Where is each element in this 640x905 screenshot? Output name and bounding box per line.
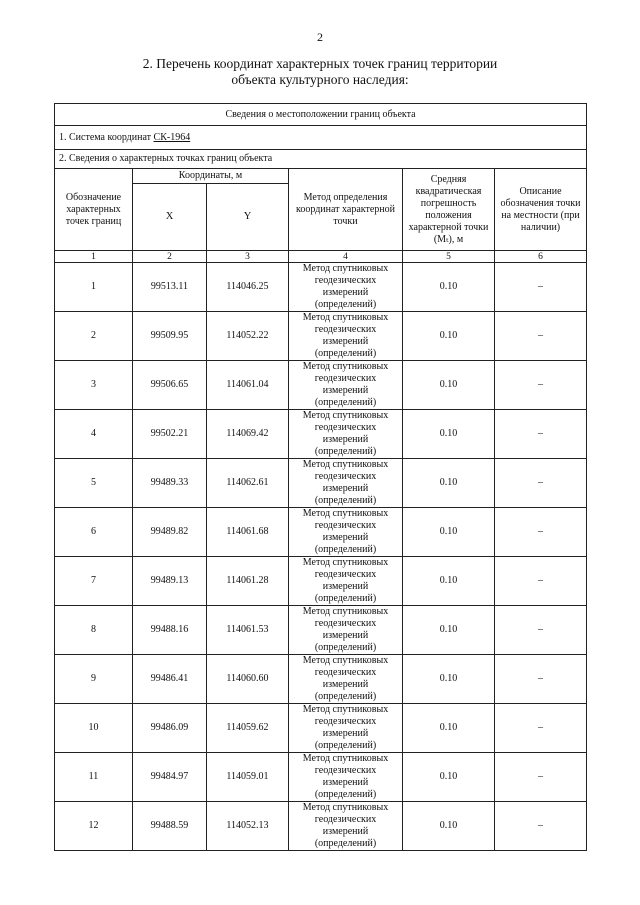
column-number: 1: [55, 251, 133, 263]
point-number-cell: 5: [55, 459, 133, 508]
error-cell: 0.10: [403, 557, 495, 606]
x-coordinate-cell: 99488.16: [133, 606, 207, 655]
table-row: [55, 655, 587, 704]
x-coordinate-cell: 99509.95: [133, 312, 207, 361]
description-cell: –: [495, 704, 587, 753]
header-error: Средняя квадратическая погрешность положения характерной точки (Mₜ), м: [403, 169, 495, 251]
column-number: 6: [495, 251, 587, 263]
y-coordinate-cell: 114046.25: [207, 263, 289, 312]
header-description: Описание обозначения точки на местности (при наличии): [495, 169, 587, 251]
method-cell: Метод спутниковых геодезических измерений (определений): [289, 753, 403, 802]
header-y: Y: [207, 184, 289, 251]
error-cell: 0.10: [403, 704, 495, 753]
y-coordinate-cell: 114060.60: [207, 655, 289, 704]
header-x: X: [133, 184, 207, 251]
error-cell: 0.10: [403, 655, 495, 704]
method-cell: Метод спутниковых геодезических измерений (определений): [289, 263, 403, 312]
page-number: 2: [317, 30, 323, 44]
method-cell: Метод спутниковых геодезических измерений (определений): [289, 655, 403, 704]
error-cell: 0.10: [403, 263, 495, 312]
table-row: [55, 802, 587, 851]
description-cell: –: [495, 606, 587, 655]
coordinate-system-label: 1. Система координат: [59, 131, 154, 143]
error-cell: 0.10: [403, 410, 495, 459]
point-number-cell: 8: [55, 606, 133, 655]
point-number-cell: 7: [55, 557, 133, 606]
table-row: [55, 361, 587, 410]
method-cell: Метод спутниковых геодезических измерений (определений): [289, 704, 403, 753]
point-number-cell: 11: [55, 753, 133, 802]
y-coordinate-cell: 114061.28: [207, 557, 289, 606]
point-number-cell: 1: [55, 263, 133, 312]
error-cell: 0.10: [403, 606, 495, 655]
points-title-cell: 2. Сведения о характерных точках границ объекта: [55, 150, 587, 169]
error-cell: 0.10: [403, 508, 495, 557]
y-coordinate-cell: 114052.22: [207, 312, 289, 361]
point-number-cell: 10: [55, 704, 133, 753]
point-number-cell: 4: [55, 410, 133, 459]
table-row: [55, 410, 587, 459]
column-number: 2: [133, 251, 207, 263]
error-cell: 0.10: [403, 459, 495, 508]
table-row: [55, 508, 587, 557]
description-cell: –: [495, 508, 587, 557]
method-cell: Метод спутниковых геодезических измерений (определений): [289, 361, 403, 410]
table-row: [55, 312, 587, 361]
error-cell: 0.10: [403, 802, 495, 851]
column-number: 3: [207, 251, 289, 263]
point-number-cell: 3: [55, 361, 133, 410]
x-coordinate-cell: 99489.13: [133, 557, 207, 606]
description-cell: –: [495, 802, 587, 851]
y-coordinate-cell: 114061.68: [207, 508, 289, 557]
table-row: [55, 459, 587, 508]
table-row: [55, 704, 587, 753]
description-cell: –: [495, 753, 587, 802]
header-method: Метод определения координат характерной точки: [289, 169, 403, 251]
method-cell: Метод спутниковых геодезических измерений (определений): [289, 508, 403, 557]
header-point-designation: Обозначение характерных точек границ: [55, 169, 133, 251]
x-coordinate-cell: 99484.97: [133, 753, 207, 802]
x-coordinate-cell: 99486.41: [133, 655, 207, 704]
coordinate-system-name: СК-1964: [153, 131, 191, 143]
method-cell: Метод спутниковых геодезических измерений (определений): [289, 312, 403, 361]
method-cell: Метод спутниковых геодезических измерений (определений): [289, 557, 403, 606]
error-cell: 0.10: [403, 312, 495, 361]
x-coordinate-cell: 99489.82: [133, 508, 207, 557]
table-row: [55, 263, 587, 312]
document-title: [0, 56, 640, 88]
method-cell: Метод спутниковых геодезических измерений (определений): [289, 606, 403, 655]
method-cell: Метод спутниковых геодезических измерений (определений): [289, 459, 403, 508]
table-row: [55, 557, 587, 606]
column-number: 4: [289, 251, 403, 263]
y-coordinate-cell: 114069.42: [207, 410, 289, 459]
point-number-cell: 9: [55, 655, 133, 704]
description-cell: –: [495, 312, 587, 361]
y-coordinate-cell: 114059.01: [207, 753, 289, 802]
header-coordinates: Координаты, м: [133, 169, 289, 184]
y-coordinate-cell: 114062.61: [207, 459, 289, 508]
x-coordinate-cell: 99486.09: [133, 704, 207, 753]
error-cell: 0.10: [403, 361, 495, 410]
title-line-2: объекта культурного наследия:: [231, 72, 409, 87]
y-coordinate-cell: 114061.04: [207, 361, 289, 410]
description-cell: –: [495, 459, 587, 508]
method-cell: Метод спутниковых геодезических измерений (определений): [289, 410, 403, 459]
section-title-cell: Сведения о местоположении границ объекта: [55, 104, 587, 126]
y-coordinate-cell: 114061.53: [207, 606, 289, 655]
coordinate-system-cell: [55, 126, 587, 150]
x-coordinate-cell: 99502.21: [133, 410, 207, 459]
point-number-cell: 12: [55, 802, 133, 851]
description-cell: –: [495, 655, 587, 704]
error-cell: 0.10: [403, 753, 495, 802]
title-line-1: 2. Перечень координат характерных точек границ территории: [142, 56, 498, 71]
y-coordinate-cell: 114059.62: [207, 704, 289, 753]
description-cell: –: [495, 263, 587, 312]
y-coordinate-cell: 114052.13: [207, 802, 289, 851]
column-number: 5: [403, 251, 495, 263]
x-coordinate-cell: 99488.59: [133, 802, 207, 851]
x-coordinate-cell: 99513.11: [133, 263, 207, 312]
x-coordinate-cell: 99489.33: [133, 459, 207, 508]
point-number-cell: 6: [55, 508, 133, 557]
table-row: [55, 606, 587, 655]
description-cell: –: [495, 557, 587, 606]
description-cell: –: [495, 410, 587, 459]
table-row: [55, 753, 587, 802]
coordinates-table: [54, 103, 587, 851]
x-coordinate-cell: 99506.65: [133, 361, 207, 410]
point-number-cell: 2: [55, 312, 133, 361]
method-cell: Метод спутниковых геодезических измерений (определений): [289, 802, 403, 851]
description-cell: –: [495, 361, 587, 410]
